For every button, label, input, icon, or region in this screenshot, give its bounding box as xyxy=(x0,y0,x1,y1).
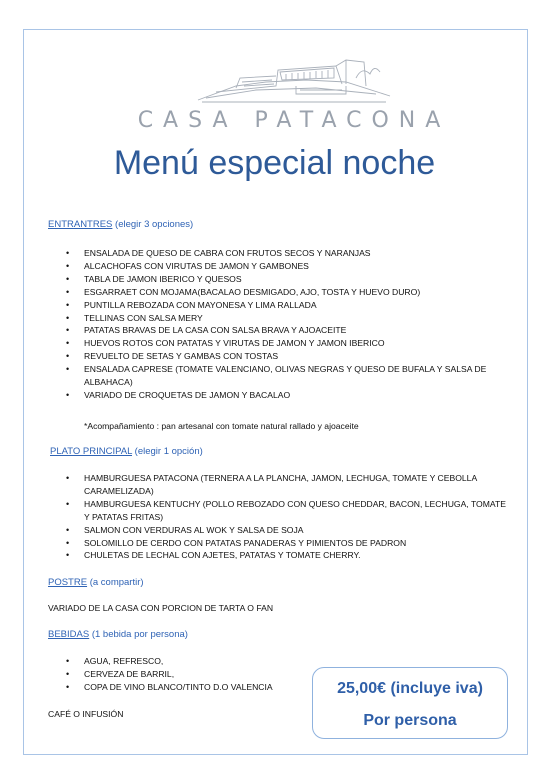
list-item: • ESGARRAET CON MOJAMA(BACALAO DESMIGADO, AJO, TOSTA Y HUEVO DURO) xyxy=(66,286,506,299)
cafe-item: CAFÉ O INFUSIÓN xyxy=(48,709,124,719)
list-item: • VARIADO DE CROQUETAS DE JAMON Y BACALAO xyxy=(66,389,506,402)
list-item: • SOLOMILLO DE CERDO CON PATATAS PANADERAS Y PIMIENTOS DE PADRON xyxy=(66,537,510,550)
principal-heading xyxy=(50,446,203,457)
list-item: • PATATAS BRAVAS DE LA CASA CON SALSA BRAVA Y AJOACEITE xyxy=(66,324,506,337)
list-item: • REVUELTO DE SETAS Y GAMBAS CON TOSTAS xyxy=(66,350,506,363)
postre-heading-label: POSTRE xyxy=(48,577,88,588)
list-item: • CERVEZA DE BARRIL, xyxy=(66,668,316,681)
bebidas-list xyxy=(66,655,316,694)
entrantes-list xyxy=(66,247,506,402)
list-item: • HUEVOS ROTOS CON PATATAS Y VIRUTAS DE JAMON Y JAMON IBERICO xyxy=(66,337,506,350)
principal-heading-note: (elegir 1 opción) xyxy=(132,446,203,457)
building-logo-icon xyxy=(196,56,392,104)
page-title: Menú especial noche xyxy=(113,144,436,182)
list-item: • ENSALADA DE QUESO DE CABRA CON FRUTOS SECOS Y NARANJAS xyxy=(66,247,506,260)
accompaniment-note: *Acompañamiento : pan artesanal con tomate natural rallado y ajoaceite xyxy=(84,421,359,431)
bebidas-heading xyxy=(48,629,188,640)
price-amount: 25,00€ (incluye iva) xyxy=(337,680,483,697)
list-item: • PUNTILLA REBOZADA CON MAYONESA Y LIMA RALLADA xyxy=(66,299,506,312)
list-item: • AGUA, REFRESCO, xyxy=(66,655,316,668)
postre-heading xyxy=(48,577,144,588)
price-box xyxy=(312,667,508,739)
brand-logo xyxy=(136,56,452,136)
principal-list xyxy=(66,472,510,562)
brand-name: CASA PATACONA xyxy=(137,108,451,133)
list-item: • ALCACHOFAS CON VIRUTAS DE JAMON Y GAMBONES xyxy=(66,260,506,273)
entrantes-heading-note: (elegir 3 opciones) xyxy=(112,219,194,230)
list-item: • COPA DE VINO BLANCO/TINTO D.O VALENCIA xyxy=(66,681,316,694)
price-per-person: Por persona xyxy=(363,712,457,729)
bebidas-heading-label: BEBIDAS xyxy=(48,629,90,640)
entrantes-heading-label: ENTRANTRES xyxy=(48,219,113,230)
bebidas-heading-note: (1 bebida por persona) xyxy=(89,629,188,640)
list-item: • TELLINAS CON SALSA MERY xyxy=(66,312,506,325)
list-item: • TABLA DE JAMON IBERICO Y QUESOS xyxy=(66,273,506,286)
entrantes-heading xyxy=(48,219,193,230)
list-item: • HAMBURGUESA PATACONA (TERNERA A LA PLANCHA, JAMON, LECHUGA, TOMATE Y CEBOLLA CARAMELIZADA) xyxy=(66,472,510,498)
postre-item: VARIADO DE LA CASA CON PORCION DE TARTA O FAN xyxy=(48,603,274,613)
list-item: • CHULETAS DE LECHAL CON AJETES, PATATAS Y TOMATE CHERRY. xyxy=(66,549,510,562)
list-item: • SALMON CON VERDURAS AL WOK Y SALSA DE SOJA xyxy=(66,524,510,537)
list-item: • HAMBURGUESA KENTUCHY (POLLO REBOZADO CON QUESO CHEDDAR, BACON, LECHUGA, TOMATE Y PATATAS FRITAS) xyxy=(66,498,510,524)
principal-heading-label: PLATO PRINCIPAL xyxy=(50,446,133,457)
postre-heading-note: (a compartir) xyxy=(87,577,144,588)
list-item: • ENSALADA CAPRESE (TOMATE VALENCIANO, OLIVAS NEGRAS Y QUESO DE BUFALA Y SALSA DE ALBAHACA) xyxy=(66,363,506,389)
